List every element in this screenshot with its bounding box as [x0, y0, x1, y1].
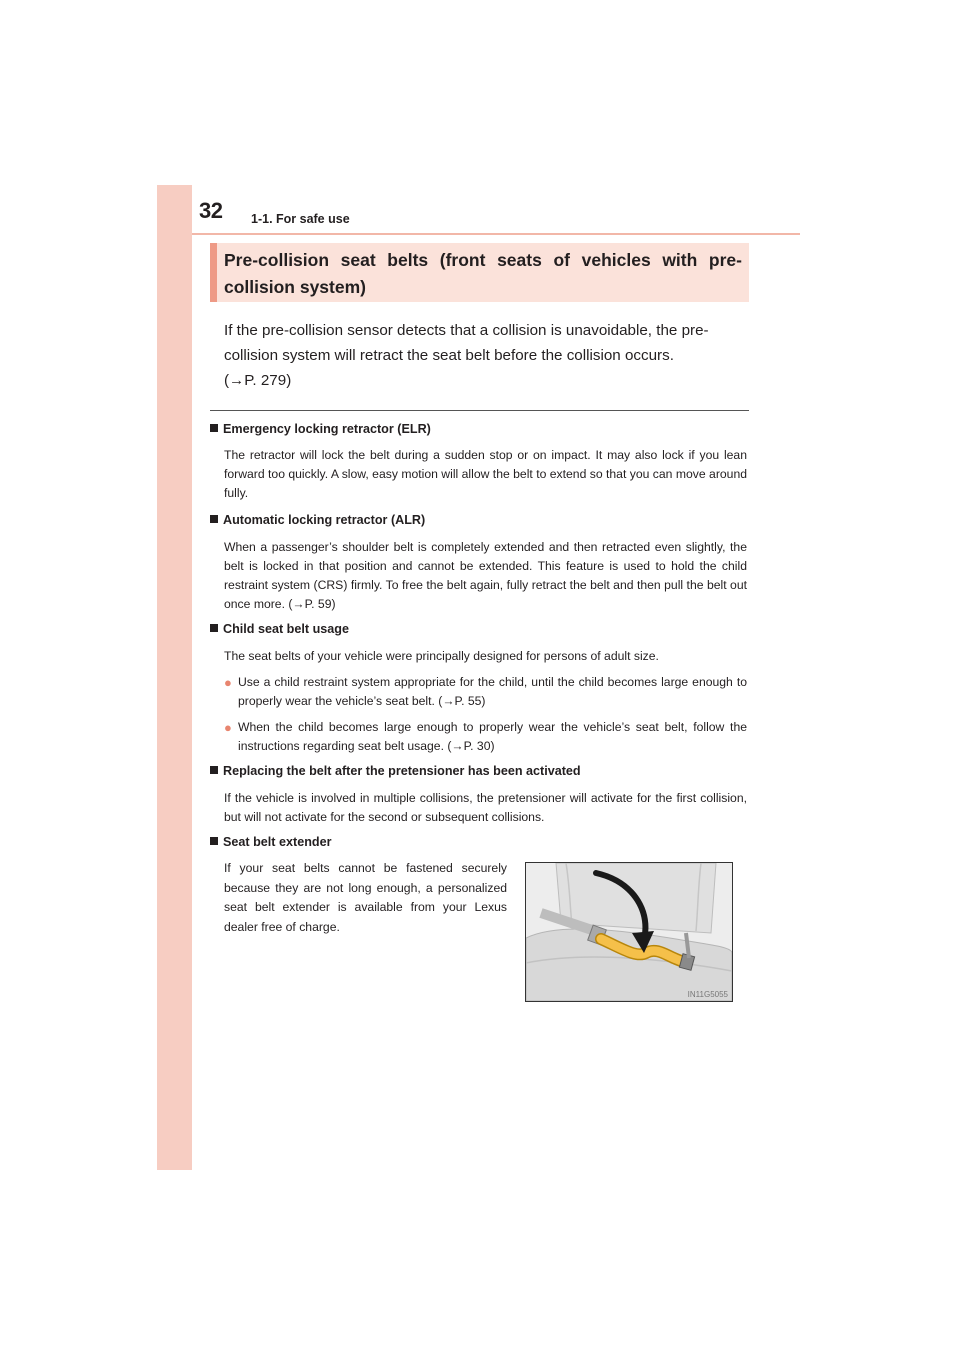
figure-code: IN11G5055 [687, 990, 728, 999]
section-heading: Pre-collision seat belts (front seats of vehicles with pre-collision system) [224, 250, 742, 297]
square-bullet-icon [210, 624, 218, 632]
note-body-elr: The retractor will lock the belt during a sudden stop or on impact. It may also lock if you lean forward too quickly. A slow, easy motion will allow the belt to extend so that you can move around fully. [224, 448, 747, 500]
square-bullet-icon [210, 424, 218, 432]
section-divider [210, 410, 749, 411]
square-bullet-icon [210, 766, 218, 774]
seat-belt-extender-illustration-icon [526, 863, 732, 1001]
header-rule [192, 233, 800, 235]
note-heading-elr: Emergency locking retractor (ELR) [210, 422, 431, 436]
seat-belt-extender-figure [525, 862, 733, 1002]
intro-page-reference[interactable]: (→P. 279) [224, 372, 292, 389]
note-body-replacing: If the vehicle is involved in multiple collisions, the pretensioner will activate for the first collision, but will not activate for the second or subsequent collisions. [224, 791, 747, 824]
intro-paragraph [224, 318, 750, 393]
note-body-alr: When a passenger’s shoulder belt is completely extended and then retracted even slightly, the belt is locked in that position and cannot be extended. This feature is used to hold the child restraint system (CRS) firmly. To free the belt again, fully retract the belt and then pull the belt out once more. (→P. 59) [224, 540, 747, 611]
note-heading-child: Child seat belt usage [210, 622, 349, 636]
circle-bullet-icon: ● [224, 675, 232, 690]
note-body-extender: If your seat belts cannot be fastened securely because they are not long enough, a personalized seat belt extender is available from your Lexus dealer free of charge. [224, 861, 507, 934]
bullet-text: When the child becomes large enough to properly wear the vehicle’s seat belt, follow the instructions regarding seat belt usage. (→P. 30) [238, 720, 747, 753]
bullet-item [224, 718, 747, 756]
note-body-child: The seat belts of your vehicle were principally designed for persons of adult size. [224, 649, 659, 663]
square-bullet-icon [210, 837, 218, 845]
section-heading-box [210, 243, 749, 302]
bullet-item [224, 673, 747, 711]
page-side-tab [157, 185, 192, 1170]
page-number: 32 [199, 198, 223, 223]
intro-text: If the pre-collision sensor detects that a collision is unavoidable, the pre-collision system will retract the seat belt before the collision occurs. [224, 322, 709, 364]
square-bullet-icon [210, 515, 218, 523]
heading-accent-bar [210, 243, 217, 302]
section-label: 1-1. For safe use [251, 212, 350, 226]
note-heading-alr: Automatic locking retractor (ALR) [210, 513, 425, 527]
bullet-text: Use a child restraint system appropriate for the child, until the child becomes large enough to properly wear the vehicle’s seat belt. (→P. 55) [238, 675, 747, 708]
note-heading-replacing: Replacing the belt after the pretensioner has been activated [210, 764, 581, 778]
circle-bullet-icon: ● [224, 720, 232, 735]
note-heading-extender: Seat belt extender [210, 835, 332, 849]
